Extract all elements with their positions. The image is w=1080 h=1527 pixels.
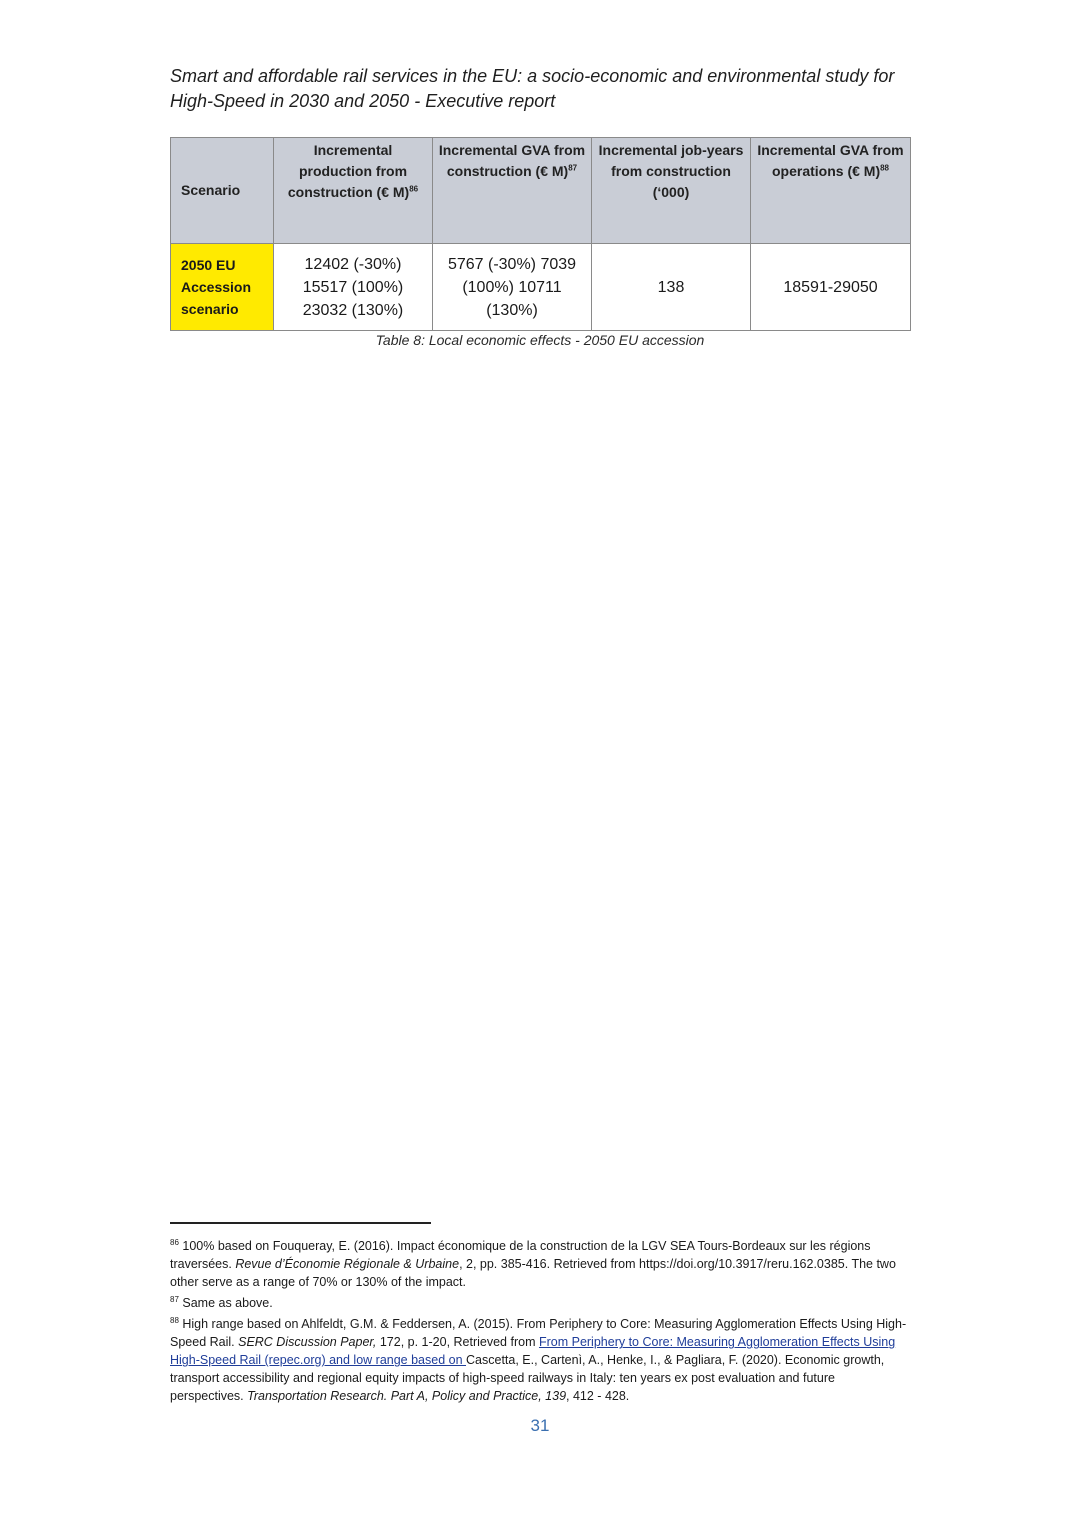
table-row [171,244,911,331]
cell-gva-construction: 5767 (-30%) 7039 (100%) 10711 (130%) [433,244,592,331]
cell-production: 12402 (-30%) 15517 (100%) 23032 (130%) [274,244,433,331]
footnote-87: $^{87}$ Same as above. [170,1295,273,1311]
footnotes [170,1234,910,1405]
header-job-years: Incremental job-years from construction (‘000) [592,138,751,244]
cell-job-years: 138 [592,244,751,331]
footnote-88: $^{88}$ High range based on Ahlfeldt, G.M. & Feddersen, A. (2015). From Periphery to Core: Measuring Agglomeration Effects Using High-Speed Rail. SERC Discussion Paper, 172, p. 1-20, Retrieved from From Periphery to Core: Measuring Agglomeration Effects Using High-Speed Rail (repec.org) and low range based on Cascetta, E., Cartenì, A., Henke, I., & Pagliara, F. (2020). Economic growth, transport accessibility and regional equity impacts of high-speed railways in Italy: ten years ex post evaluation and future perspectives. Transportation Research. Part A, Policy and Practice, 139, 412 - 428. [170,1316,907,1404]
page-number: 31 [530,1416,550,1435]
running-header-line-2: High-Speed in 2030 and 2050 - Executive report [170,91,556,111]
table-caption: Table 8: Local economic effects - 2050 EU accession [375,332,705,348]
footnote-86: $^{86}$ 100% based on Fouqueray, E. (2016). Impact économique de la construction de la LGV SEA Tours-Bordeaux sur les régions traversées. Revue d’Économie Régionale & Urbaine, 2, pp. 385-416. Retrieved from https://doi.org/10.3917/reru.162.0385. The two other serve as a range of 70% or 130% of the impact. [170,1238,896,1290]
footnote-ref-87: 87 [568,163,578,173]
footnote-divider [170,1222,431,1224]
footnote-ref-86: 86 [409,184,419,194]
footnote-88-link[interactable]: From Periphery to Core: Measuring Agglomeration Effects Using High-Speed Rail (repec.org) and low range based on [170,1335,896,1368]
economic-effects-table [170,137,911,331]
header-gva-construction: Incremental GVA from construction (€ M)$^{87}$ [433,138,592,244]
cell-gva-operations: 18591-29050 [751,244,911,331]
footnote-ref-88: 88 [880,163,890,173]
running-header [170,64,930,114]
cell-scenario: 2050 EU Accession scenario [171,244,274,331]
header-gva-operations: Incremental GVA from operations (€ M)$^{88}$ [751,138,911,244]
running-header-line-1: Smart and affordable rail services in the EU: a socio-economic and environmental study for [170,66,895,86]
header-production: Incremental production from construction (€ M)$^{86}$ [274,138,433,244]
header-scenario: Scenario [171,138,274,244]
table-header-row [171,138,911,244]
